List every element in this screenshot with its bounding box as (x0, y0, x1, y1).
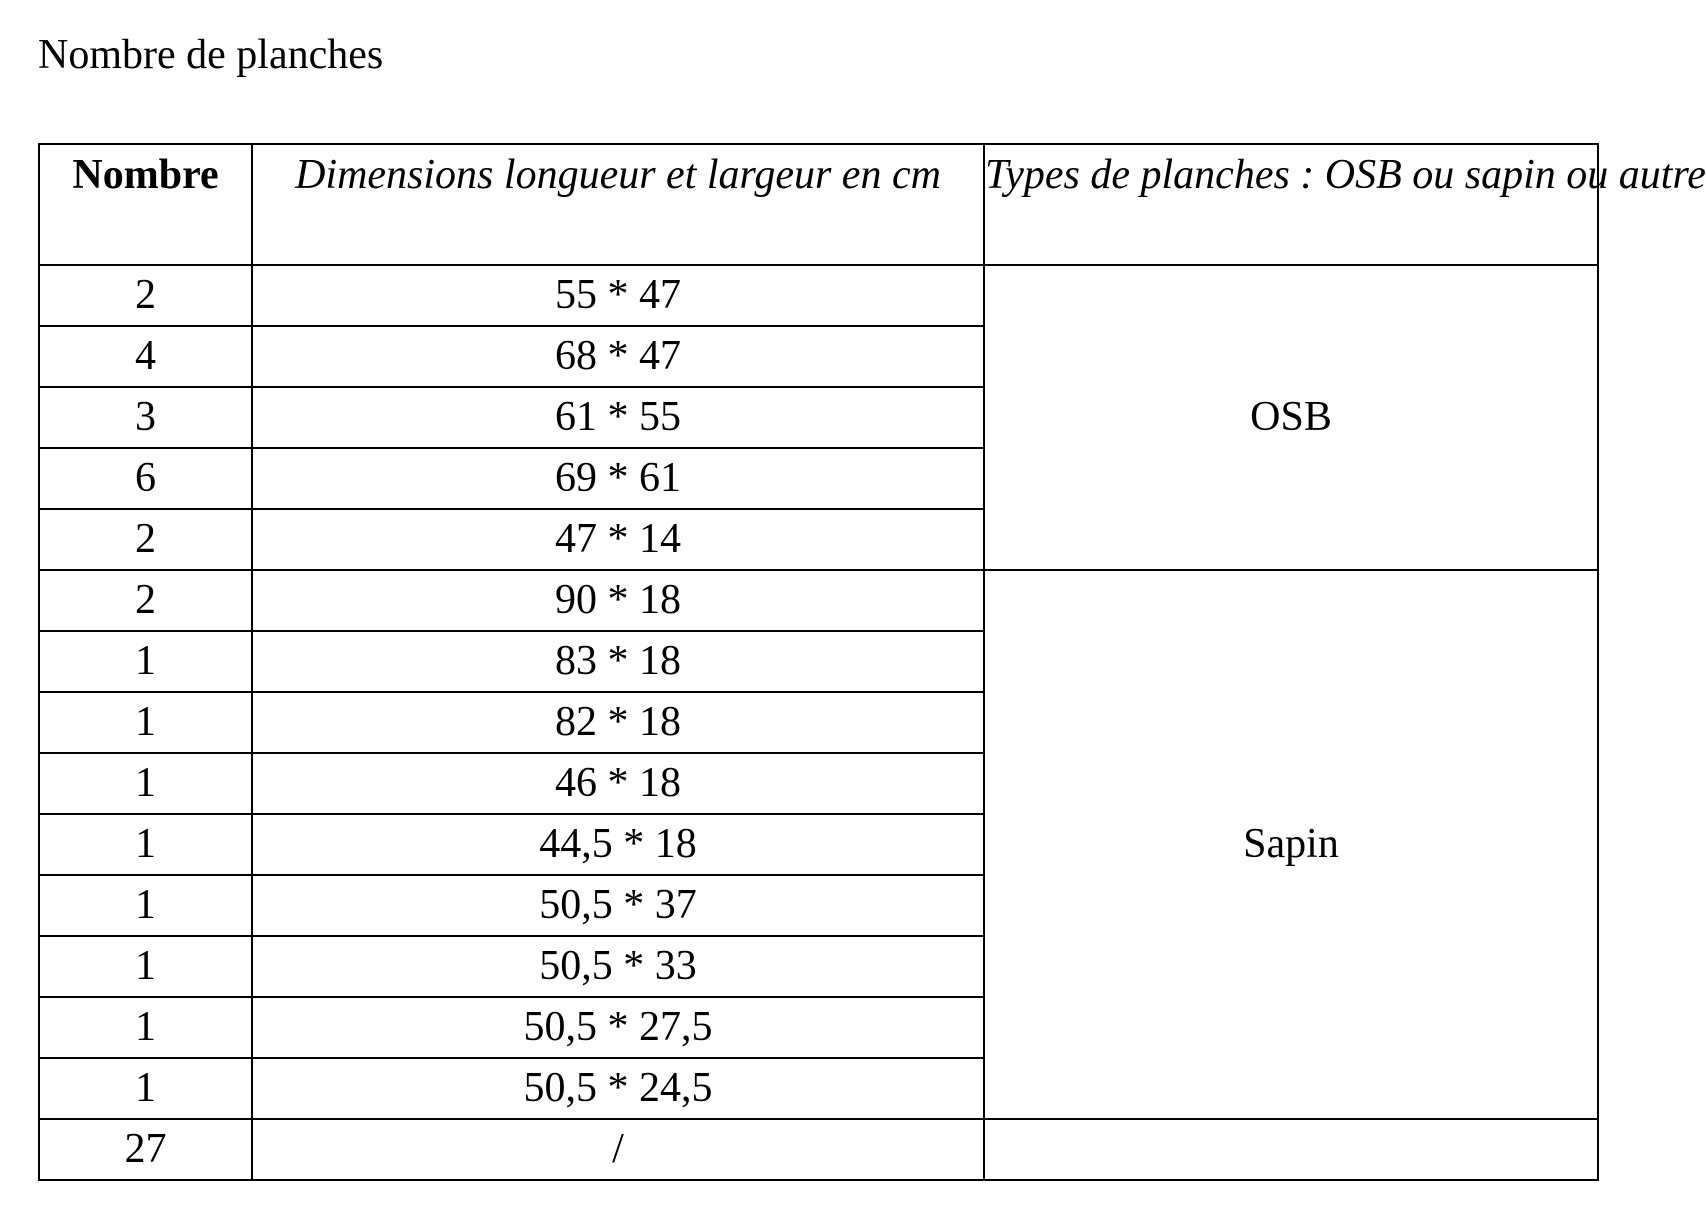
cell-nombre: 1 (39, 936, 252, 997)
header-dimensions: Dimensions longueur et largeur en cm (252, 144, 984, 265)
table-row (39, 265, 1598, 326)
total-nombre: 27 (39, 1119, 252, 1180)
table-total-row (39, 1119, 1598, 1180)
cell-nombre: 1 (39, 875, 252, 936)
cell-dimensions: 44,5 * 18 (252, 814, 984, 875)
cell-nombre: 6 (39, 448, 252, 509)
cell-nombre: 3 (39, 387, 252, 448)
cell-nombre: 1 (39, 631, 252, 692)
cell-dimensions: 68 * 47 (252, 326, 984, 387)
document-title: Nombre de planches (38, 32, 384, 78)
cell-dimensions: 50,5 * 27,5 (252, 997, 984, 1058)
cell-nombre: 4 (39, 326, 252, 387)
total-types (984, 1119, 1598, 1180)
cell-nombre: 1 (39, 753, 252, 814)
cell-dimensions: 46 * 18 (252, 753, 984, 814)
cell-dimensions: 69 * 61 (252, 448, 984, 509)
cell-nombre: 1 (39, 997, 252, 1058)
cell-nombre: 1 (39, 1058, 252, 1119)
header-nombre: Nombre (39, 144, 252, 265)
cell-nombre: 2 (39, 570, 252, 631)
cell-dimensions: 47 * 14 (252, 509, 984, 570)
cell-nombre: 2 (39, 509, 252, 570)
cell-dimensions: 61 * 55 (252, 387, 984, 448)
cell-dimensions: 50,5 * 37 (252, 875, 984, 936)
cell-dimensions: 82 * 18 (252, 692, 984, 753)
total-dimensions: / (252, 1119, 984, 1180)
table-row (39, 570, 1598, 631)
header-types: Types de planches : OSB ou sapin ou autre (984, 144, 1598, 265)
cell-type-osb: OSB (984, 265, 1598, 570)
cell-nombre: 1 (39, 692, 252, 753)
cell-dimensions: 55 * 47 (252, 265, 984, 326)
cell-nombre: 2 (39, 265, 252, 326)
cell-dimensions: 50,5 * 24,5 (252, 1058, 984, 1119)
cell-dimensions: 83 * 18 (252, 631, 984, 692)
boards-table (38, 143, 1706, 1181)
cell-dimensions: 90 * 18 (252, 570, 984, 631)
cell-dimensions: 50,5 * 33 (252, 936, 984, 997)
cell-type-sapin: Sapin (984, 570, 1598, 1119)
cell-nombre: 1 (39, 814, 252, 875)
table-header-row (39, 144, 1598, 265)
